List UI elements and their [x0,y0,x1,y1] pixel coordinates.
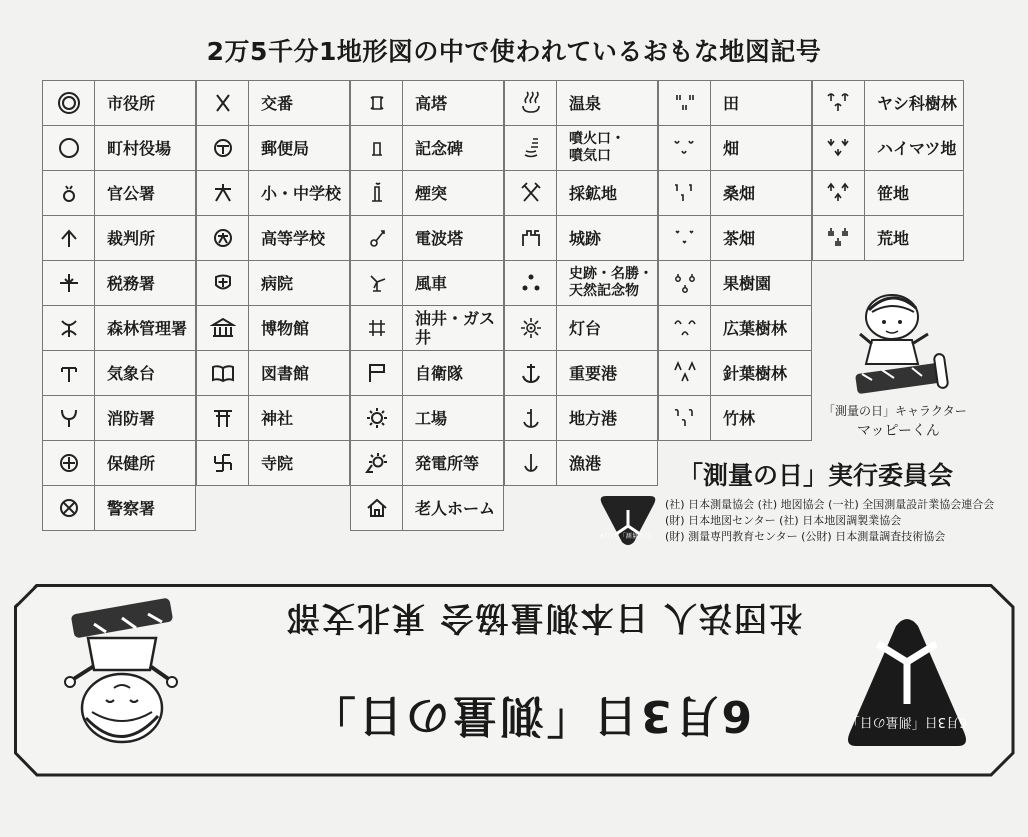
police-box-icon [197,81,249,125]
symbol-row [350,125,504,170]
tower-icon [351,81,403,125]
symbol-label: 噴火口・ 噴気口 [569,131,625,164]
symbol-column [350,80,504,531]
symbol-label: 市役所 [107,93,156,113]
symbol-label: ハイマツ地 [877,138,957,158]
symbol-label: 史跡・名勝・ 天然記念物 [569,266,653,299]
school-icon [197,171,249,215]
symbol-label: 重要港 [569,363,618,383]
symbol-row [658,260,812,305]
symbol-label: 電波塔 [415,228,464,248]
symbol-column [42,80,196,531]
organizer-member-line: (財) 測量専門教育センター (公財) 日本測量調査技術協会 [665,530,946,543]
bamboo-grass-icon [813,171,865,215]
organizer-logo [596,492,660,548]
nursing-home-icon [351,486,403,530]
tea-field-icon [659,216,711,260]
symbol-label: 保健所 [107,453,156,473]
symbol-row [504,350,658,395]
symbol-label: 煙突 [415,183,448,203]
symbol-row [196,215,350,260]
historic-site-icon [505,261,557,305]
symbol-row [504,440,658,486]
symbol-row [350,305,504,350]
organizer-logo-text: 6月3日「測量の日」 [600,533,656,540]
symbol-row [658,80,812,125]
symbol-column [196,80,350,486]
dwarf-pine-icon [813,126,865,170]
paddy-field-icon [659,81,711,125]
symbol-row [658,215,812,260]
symbol-label: 高塔 [415,93,448,113]
symbol-row [504,170,658,215]
library-icon [197,351,249,395]
symbol-row [658,170,812,215]
shrine-icon [197,396,249,440]
symbol-column [812,80,964,261]
banner-day-name: 6月3日「測量の日」 [308,690,752,741]
health-center-icon [43,441,95,485]
banner-mascot-illustration [52,591,192,756]
castle-ruins-icon [505,216,557,260]
symbol-label: 桑畑 [723,183,756,203]
symbol-row [504,215,658,260]
symbol-row [196,125,350,170]
broadleaf-forest-icon [659,306,711,350]
symbol-row [42,125,196,170]
dry-field-icon [659,126,711,170]
symbol-row [350,260,504,305]
symbol-row [812,125,964,170]
symbol-row [196,305,350,350]
symbol-label: 税務署 [107,273,156,293]
symbol-row [42,350,196,395]
symbol-row [504,395,658,440]
symbol-label: 田 [723,93,740,113]
symbol-label: 油井・ガス井 [415,309,496,347]
organizer-title: 「測量の日」実行委員会 [678,461,954,490]
symbol-row [196,260,350,305]
symbol-row [42,305,196,350]
volcano-vent-icon [505,126,557,170]
symbol-row [196,170,350,215]
local-port-icon [505,396,557,440]
symbol-label: 茶畑 [723,228,756,248]
symbol-label: 神社 [261,408,294,428]
symbol-label: 自衛隊 [415,363,464,383]
post-office-icon [197,126,249,170]
courthouse-icon [43,216,95,260]
symbol-label: 寺院 [261,453,294,473]
wasteland-icon [813,216,865,260]
symbol-row [350,80,504,125]
organizer-member-line: (財) 日本地図センター (社) 日本地図調製業協会 [665,514,902,527]
symbol-row [196,440,350,486]
chimney-icon [351,171,403,215]
tax-office-icon [43,261,95,305]
symbol-label: 漁港 [569,453,602,473]
symbol-label: 灯台 [569,318,602,338]
organizer-member-line: (社) 日本測量協会 (社) 地図協会 (一社) 全国測量設計業協会連合会 [665,498,995,511]
symbol-row [504,260,658,305]
symbol-row [812,170,964,215]
symbol-label: 警察署 [107,498,156,518]
mascot-name: マッピーくん [857,423,940,439]
major-port-icon [505,351,557,395]
symbol-row [42,440,196,485]
symbol-label: 気象台 [107,363,156,383]
lighthouse-icon [505,306,557,350]
weather-station-icon [43,351,95,395]
symbol-label: 町村役場 [107,138,172,158]
symbol-label: 発電所等 [415,453,480,473]
symbol-row [196,80,350,125]
symbol-label: 工場 [415,408,448,428]
hospital-icon [197,261,249,305]
symbol-label: 果樹園 [723,273,772,293]
radio-tower-icon [351,216,403,260]
police-station-icon [43,486,95,530]
power-plant-icon [351,441,403,485]
mascot-illustration [842,282,962,400]
symbol-label: 博物館 [261,318,310,338]
museum-icon [197,306,249,350]
symbol-row [504,80,658,125]
monument-icon [351,126,403,170]
symbol-label: 郵便局 [261,138,310,158]
high-school-icon [197,216,249,260]
symbol-row [196,350,350,395]
banner-logo [842,609,972,754]
symbol-row [42,80,196,125]
hot-spring-icon [505,81,557,125]
symbol-label: 地方港 [569,408,618,428]
symbol-column [658,80,812,441]
symbol-row [658,395,812,441]
banner-logo-text: 6月3日「測量の日」 [846,714,968,729]
symbol-row [42,170,196,215]
symbol-label: 記念碑 [415,138,464,158]
symbol-row [812,80,964,125]
forest-office-icon [43,306,95,350]
symbol-label: 温泉 [569,93,602,113]
symbol-label: 笹地 [877,183,910,203]
symbol-row [658,125,812,170]
symbol-row [42,260,196,305]
symbol-label: 風車 [415,273,448,293]
symbol-row [350,395,504,440]
symbol-row [350,170,504,215]
symbol-label: 消防署 [107,408,156,428]
symbol-label: 荒地 [877,228,910,248]
symbol-label: 針葉樹林 [723,363,788,383]
symbol-label: 官公署 [107,183,156,203]
symbol-label: 採鉱地 [569,183,618,203]
symbol-label: 高等学校 [261,228,326,248]
symbol-label: 森林管理署 [107,318,188,338]
symbol-row [350,350,504,395]
symbol-row [812,215,964,261]
orchard-icon [659,261,711,305]
document-title: 2万5千分1地形図の中で使われているおもな地図記号 [206,37,822,66]
symbol-column [504,80,658,486]
windmill-icon [351,261,403,305]
mine-icon [505,171,557,215]
symbol-label: 広葉樹林 [723,318,788,338]
symbol-label: 病院 [261,273,294,293]
banner-association-name: 社団法人 日本測量協会 東北支部 [285,599,802,638]
symbol-row [350,440,504,485]
symbol-label: 竹林 [723,408,756,428]
temple-icon [197,441,249,485]
symbol-row [504,125,658,170]
government-office-icon [43,171,95,215]
symbol-row [42,485,196,531]
fishing-port-icon [505,441,557,485]
palm-forest-icon [813,81,865,125]
symbol-label: 交番 [261,93,294,113]
symbol-label: 畑 [723,138,740,158]
fire-station-icon [43,396,95,440]
symbol-label: 図書館 [261,363,310,383]
symbol-row [42,215,196,260]
sdf-flag-icon [351,351,403,395]
mascot-caption: 「測量の日」キャラクター [823,404,967,418]
well-icon [351,306,403,350]
symbol-row [658,350,812,395]
double-circle-icon [43,81,95,125]
banner-content-upside-down [14,584,1012,774]
factory-icon [351,396,403,440]
symbol-label: 老人ホーム [415,498,496,518]
symbol-label: ヤシ科樹林 [877,93,957,113]
symbol-label: 裁判所 [107,228,156,248]
symbol-label: 城跡 [569,228,602,248]
conifer-forest-icon [659,351,711,395]
symbol-label: 小・中学校 [261,183,342,203]
symbol-row [658,305,812,350]
circle-icon [43,126,95,170]
symbol-row [350,485,504,531]
mulberry-field-icon [659,171,711,215]
symbol-row [504,305,658,350]
symbol-row [350,215,504,260]
symbol-row [196,395,350,440]
bamboo-forest-icon [659,396,711,440]
symbol-row [42,395,196,440]
